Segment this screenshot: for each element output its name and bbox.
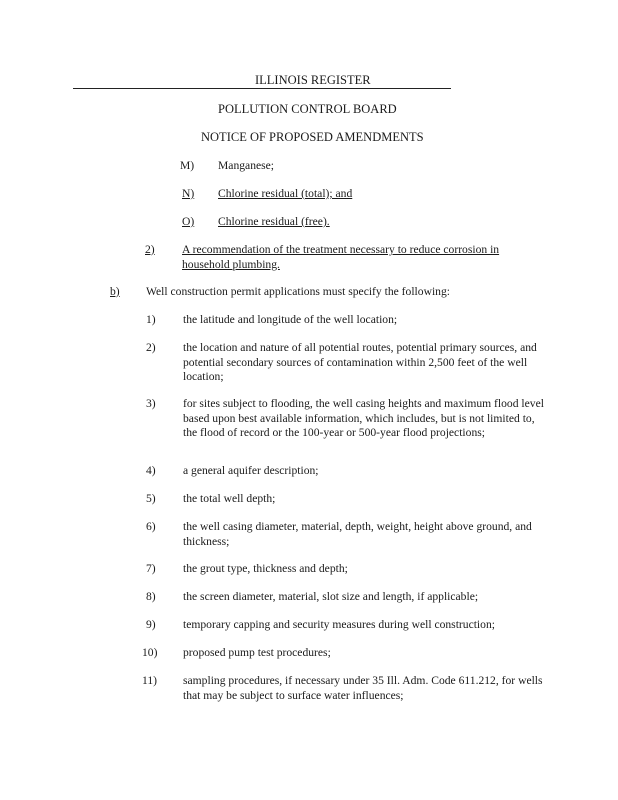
section-text: Well construction permit applications must specify the following: bbox=[146, 285, 450, 298]
list-item-label: 4) bbox=[146, 464, 156, 477]
list-item-text: sampling procedures, if necessary under 35 Ill. Adm. Code 611.212, for wells that may be subject to surface water influences; bbox=[183, 674, 543, 702]
list-item-label: 3) bbox=[146, 397, 156, 410]
subitem-label: N) bbox=[182, 187, 195, 200]
list-item-text: the total well depth; bbox=[183, 492, 276, 505]
list-item-label: 9) bbox=[146, 618, 156, 631]
list-item-text: the grout type, thickness and depth; bbox=[183, 562, 348, 575]
board-title: POLLUTION CONTROL BOARD bbox=[218, 102, 397, 116]
list-item-label: 8) bbox=[146, 590, 156, 603]
notice-title: NOTICE OF PROPOSED AMENDMENTS bbox=[201, 130, 424, 144]
list-item-label: 10) bbox=[142, 646, 158, 659]
list-item-label: 6) bbox=[146, 520, 156, 533]
list-item-text: the location and nature of all potential routes, potential primary sources, and potential secondary sources of contamination within 2,500 feet of the well location; bbox=[183, 341, 537, 383]
list-item-label: 7) bbox=[146, 562, 156, 575]
header-rule bbox=[73, 88, 451, 89]
list-item-text: temporary capping and security measures during well construction; bbox=[183, 618, 495, 631]
subitem-text: Chlorine residual (total); and bbox=[218, 187, 353, 200]
list-item-text: the latitude and longitude of the well location; bbox=[183, 313, 398, 326]
section-label: b) bbox=[110, 285, 120, 298]
list-item-text: for sites subject to flooding, the well casing heights and maximum flood level based upon best available information, which includes, but is not limited to, the flood of record or the 100-year or 500-year flood projections; bbox=[183, 397, 544, 439]
list-item-label: 5) bbox=[146, 492, 156, 505]
list-item-text: the screen diameter, material, slot size and length, if applicable; bbox=[183, 590, 479, 603]
list-item-label: 11) bbox=[142, 674, 158, 687]
list-item-text: proposed pump test procedures; bbox=[183, 646, 331, 659]
list-item-label: 2) bbox=[146, 341, 156, 354]
list-item-text: the well casing diameter, material, depth, weight, height above ground, and thickness; bbox=[183, 520, 532, 548]
subitem-label: M) bbox=[180, 159, 195, 172]
subitem-label: O) bbox=[182, 215, 195, 228]
subitem-text: Manganese; bbox=[218, 159, 275, 172]
list-item-label: 1) bbox=[146, 313, 156, 326]
subitem-text: Chlorine residual (free). bbox=[218, 215, 330, 228]
register-title: ILLINOIS REGISTER bbox=[255, 73, 371, 87]
item-label: 2) bbox=[145, 243, 155, 256]
list-item-text: a general aquifer description; bbox=[183, 464, 319, 477]
item-text: A recommendation of the treatment necessary to reduce corrosion in household plumbing. bbox=[182, 243, 500, 271]
